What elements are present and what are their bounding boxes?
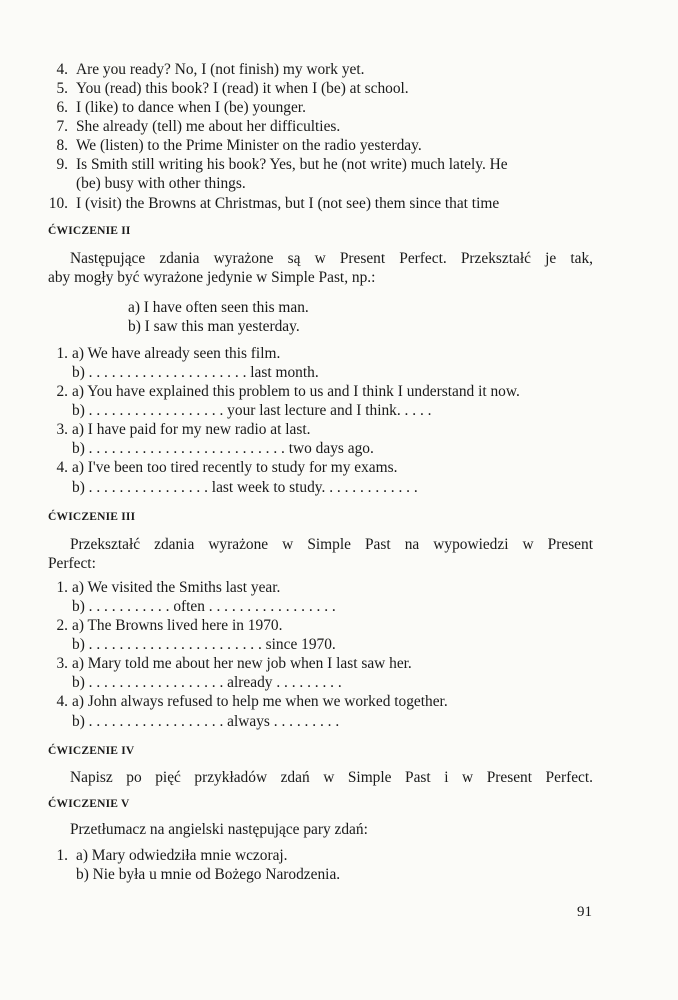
exercise-item-a: a) We visited the Smiths last year. — [72, 579, 281, 596]
exercise-item-b: b) . . . . . . . . . . . often . . . . . . . . . . . . . . . . . — [72, 598, 336, 615]
list-item-number: 6. — [56, 99, 68, 116]
example-sentence: b) I saw this man yesterday. — [128, 318, 300, 335]
exercise-item-a: a) Mary told me about her new job when I last saw her. — [72, 655, 412, 672]
list-item-continuation: (be) busy with other things. — [76, 175, 246, 192]
exercise-instruction: Przetłumacz na angielski następujące pary zdań: — [70, 821, 368, 838]
exercise-item-number: 1. — [56, 847, 68, 864]
list-item: Is Smith still writing his book? Yes, but he (not write) much lately. He — [76, 156, 508, 173]
exercise-item-b: b) . . . . . . . . . . . . . . . . . . . . . . . since 1970. — [72, 636, 336, 653]
exercise-item-b: b) . . . . . . . . . . . . . . . . . . . . . . . . . . two days ago. — [72, 440, 374, 457]
exercise-item-b: b) Nie była u mnie od Bożego Narodzenia. — [76, 866, 341, 883]
list-item: We (listen) to the Prime Minister on the radio yesterday. — [76, 137, 422, 154]
exercise-item-b: b) . . . . . . . . . . . . . . . . . . . . . last month. — [72, 364, 319, 381]
exercise-item-a: a) The Browns lived here in 1970. — [72, 617, 283, 634]
exercise-item-number: 4. — [56, 693, 68, 710]
exercise-instruction: Napisz po pięć przykładów zdań w Simple Past i w Present Perfect. — [70, 769, 593, 786]
exercise-item-a: a) We have already seen this film. — [72, 345, 281, 362]
list-item: Are you ready? No, I (not finish) my work yet. — [76, 61, 365, 78]
exercise-instruction: aby mogły być wyrażone jedynie w Simple Past, np.: — [48, 269, 376, 286]
exercise-item-a: a) You have explained this problem to us and I think I understand it now. — [72, 383, 520, 400]
exercise-item-a: a) I have paid for my new radio at last. — [72, 421, 311, 438]
exercise-heading: ĆWICZENIE III — [48, 511, 136, 523]
exercise-instruction: Następujące zdania wyrażone są w Present Perfect. Przekształć je tak, — [70, 250, 593, 267]
exercise-item-number: 4. — [56, 459, 68, 476]
list-item: You (read) this book? I (read) it when I (be) at school. — [76, 80, 409, 97]
exercise-item-a: a) Mary odwiedziła mnie wczoraj. — [76, 847, 288, 864]
list-item: I (like) to dance when I (be) younger. — [76, 99, 306, 116]
exercise-item-a: a) John always refused to help me when we worked together. — [72, 693, 448, 710]
exercise-item-number: 2. — [56, 383, 68, 400]
exercise-item-b: b) . . . . . . . . . . . . . . . . . . your last lecture and I think. . . . . — [72, 402, 432, 419]
page-number: 91 — [577, 904, 592, 920]
exercise-item-b: b) . . . . . . . . . . . . . . . . . . always . . . . . . . . . — [72, 713, 340, 730]
exercise-instruction: Perfect: — [48, 555, 96, 572]
exercise-heading: ĆWICZENIE IV — [48, 745, 135, 757]
list-item-number: 9. — [56, 156, 68, 173]
list-item: I (visit) the Browns at Christmas, but I (not see) them since that time — [76, 195, 500, 212]
list-item-number: 10. — [48, 195, 68, 212]
list-item-number: 7. — [56, 118, 68, 135]
list-item-number: 5. — [56, 80, 68, 97]
list-item-number: 8. — [56, 137, 68, 154]
list-item-number: 4. — [56, 61, 68, 78]
exercise-item-number: 2. — [56, 617, 68, 634]
exercise-item-number: 1. — [56, 579, 68, 596]
exercise-heading: ĆWICZENIE II — [48, 225, 131, 237]
exercise-item-number: 3. — [56, 655, 68, 672]
example-sentence: a) I have often seen this man. — [128, 299, 309, 316]
exercise-heading: ĆWICZENIE V — [48, 798, 130, 810]
list-item: She already (tell) me about her difficulties. — [76, 118, 341, 135]
exercise-item-b: b) . . . . . . . . . . . . . . . . last week to study. . . . . . . . . . . . . — [72, 479, 418, 496]
exercise-item-a: a) I've been too tired recently to study for my exams. — [72, 459, 398, 476]
exercise-instruction: Przekształć zdania wyrażone w Simple Past na wypowiedzi w Present — [70, 536, 593, 553]
exercise-item-number: 3. — [56, 421, 68, 438]
exercise-item-number: 1. — [56, 345, 68, 362]
exercise-item-b: b) . . . . . . . . . . . . . . . . . . already . . . . . . . . . — [72, 674, 342, 691]
